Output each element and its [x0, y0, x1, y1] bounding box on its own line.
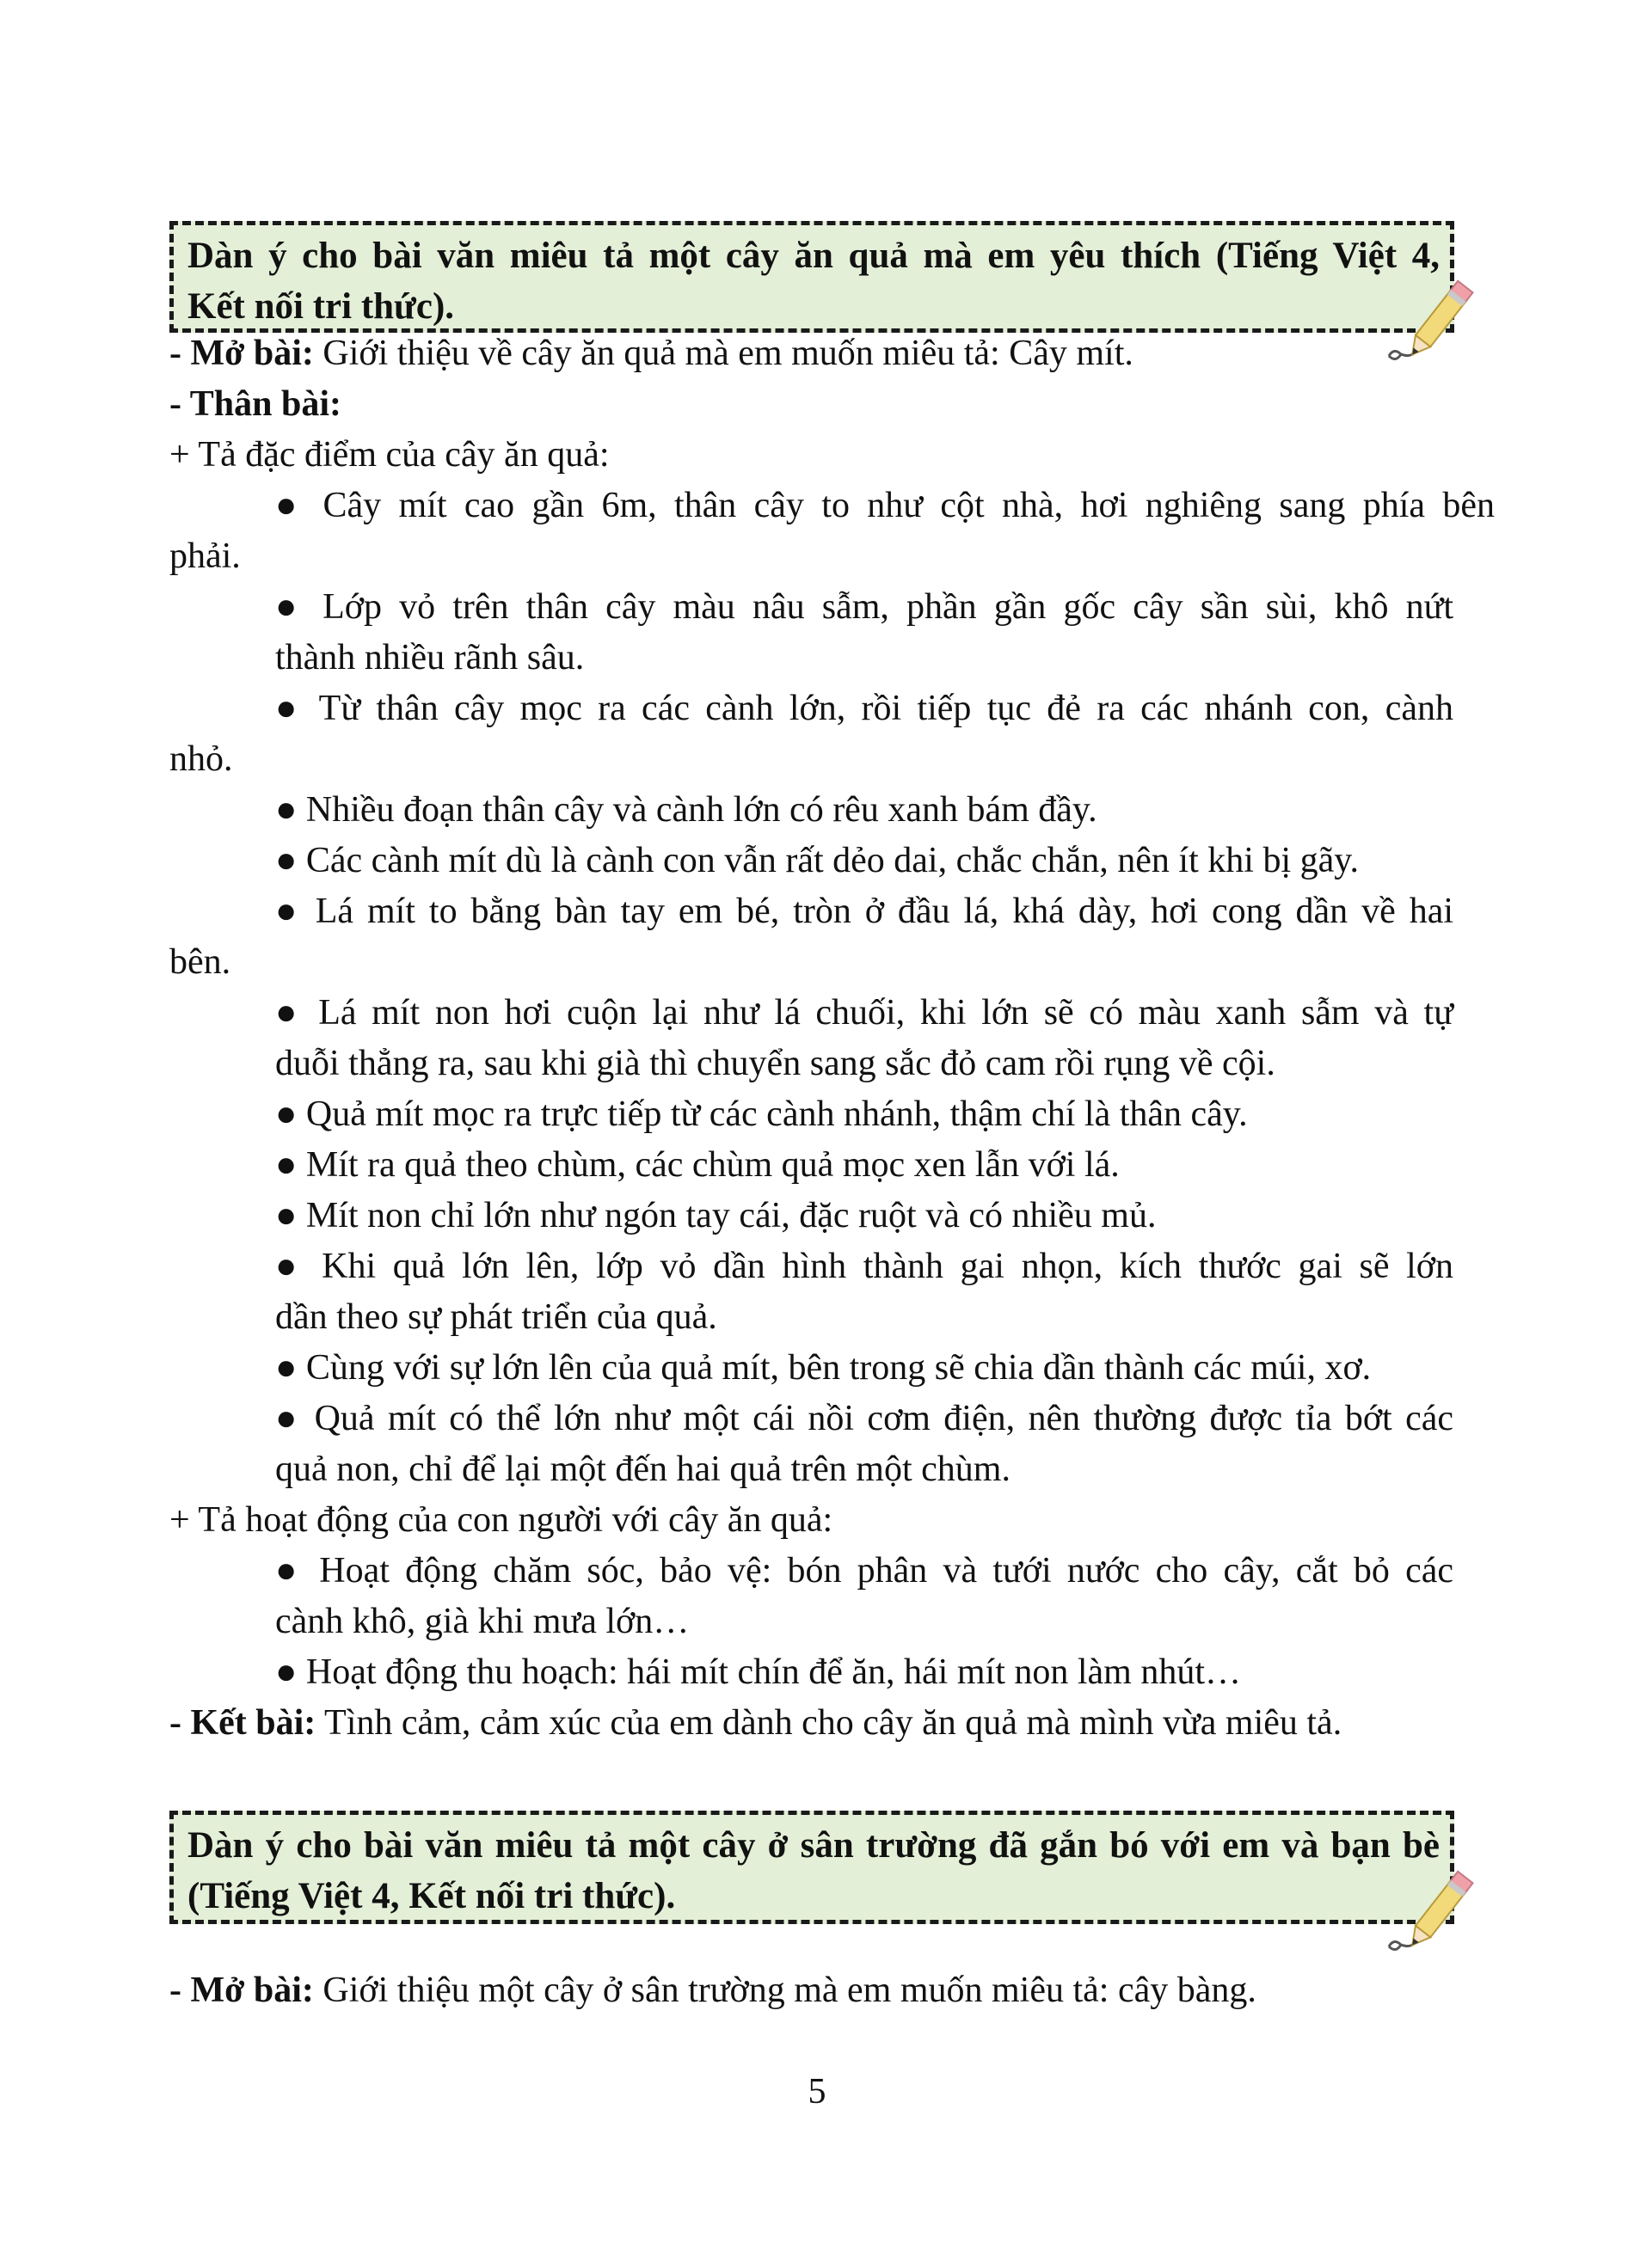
ket-bai-text: Tình cảm, cảm xúc của em dành cho cây ăn quả mà mình vừa miêu tả.: [316, 1703, 1342, 1743]
bullet-8: ● Quả mít mọc ra trực tiếp từ các cành nhánh, thậm chí là thân cây.: [275, 1094, 1248, 1134]
than-bai-line: [169, 379, 341, 430]
bullet-7-line2: duỗi thẳng ra, sau khi già thì chuyển sang sắc đỏ cam rồi rụng về cội.: [275, 1044, 1275, 1083]
section2-mo-bai-label: - Mở bài:: [169, 1971, 314, 2010]
bullet-11-line1: ● Khi quả lớn lên, lớp vỏ dần hình thành gai nhọn, kích thước gai sẽ lớn: [275, 1247, 1453, 1286]
bullet-2-line1: ● Lớp vỏ trên thân cây màu nâu sẫm, phần gần gốc cây sần sùi, khô nứt: [275, 587, 1453, 627]
section2-title-line1: Dàn ý cho bài văn miêu tả một cây ở sân trường đã gắn bó với em và bạn bè: [187, 1825, 1440, 1866]
pencil-icon: [1380, 277, 1492, 371]
hoat-dong-1-line1: ● Hoạt động chăm sóc, bảo vệ: bón phân và tưới nước cho cây, cắt bỏ các: [275, 1551, 1453, 1591]
than-bai-label: - Thân bài:: [169, 384, 341, 424]
mo-bai-text: Giới thiệu về cây ăn quả mà em muốn miêu tả: Cây mít.: [313, 334, 1133, 373]
bullet-13-line2: quả non, chỉ để lại một đến hai quả trên một chùm.: [275, 1450, 1010, 1489]
pencil-icon: [1380, 1867, 1492, 1962]
dac-diem-heading: + Tả đặc điểm của cây ăn quả:: [169, 435, 610, 475]
bullet-3-line1: ● Từ thân cây mọc ra các cành lớn, rồi tiếp tục đẻ ra các nhánh con, cành: [275, 689, 1453, 728]
ket-bai-line: [169, 1698, 1342, 1749]
bullet-4: ● Nhiều đoạn thân cây và cành lớn có rêu xanh bám đầy.: [275, 790, 1097, 830]
bullet-2-line2: thành nhiều rãnh sâu.: [275, 638, 585, 677]
hoat-dong-heading: + Tả hoạt động của con người với cây ăn quả:: [169, 1500, 833, 1540]
section2-title-line2: (Tiếng Việt 4, Kết nối tri thức).: [187, 1876, 676, 1916]
bullet-6-line2: bên.: [169, 942, 231, 982]
bullet-3-line2: nhỏ.: [169, 739, 233, 779]
bullet-12: ● Cùng với sự lớn lên của quả mít, bên trong sẽ chia dần thành các múi, xơ.: [275, 1348, 1372, 1388]
section1-title-box: [169, 221, 1454, 333]
bullet-1-line1: ● Cây mít cao gần 6m, thân cây to như cột nhà, hơi nghiêng sang phía bên: [275, 486, 1495, 525]
section1-title-line2: Kết nối tri thức).: [187, 286, 455, 327]
mo-bai-label: - Mở bài:: [169, 334, 314, 373]
bullet-1-line2: phải.: [169, 536, 241, 576]
section2-title-box: [169, 1811, 1454, 1924]
bullet-5: ● Các cành mít dù là cành con vẫn rất dẻo dai, chắc chắn, nên ít khi bị gãy.: [275, 841, 1360, 880]
section2-mo-bai-line: [169, 1965, 1256, 2016]
page-number: 5: [808, 2072, 826, 2112]
bullet-10: ● Mít non chỉ lớn như ngón tay cái, đặc ruột và có nhiều mủ.: [275, 1196, 1157, 1235]
bullet-6-line1: ● Lá mít to bằng bàn tay em bé, tròn ở đầu lá, khá dày, hơi cong dần về hai: [275, 892, 1453, 931]
hoat-dong-2: ● Hoạt động thu hoạch: hái mít chín để ăn, hái mít non làm nhút…: [275, 1652, 1242, 1692]
ket-bai-label: - Kết bài:: [169, 1703, 316, 1743]
bullet-7-line1: ● Lá mít non hơi cuộn lại như lá chuối, khi lớn sẽ có màu xanh sẫm và tự: [275, 993, 1453, 1033]
bullet-13-line1: ● Quả mít có thể lớn như một cái nồi cơm điện, nên thường được tỉa bớt các: [275, 1399, 1453, 1438]
bullet-9: ● Mít ra quả theo chùm, các chùm quả mọc xen lẫn với lá.: [275, 1145, 1120, 1185]
section1-title-line1: Dàn ý cho bài văn miêu tả một cây ăn quả mà em yêu thích (Tiếng Việt 4,: [187, 236, 1440, 276]
hoat-dong-1-line2: cành khô, già khi mưa lớn…: [275, 1602, 690, 1641]
mo-bai-line: [169, 328, 1133, 379]
section2-mo-bai-text: Giới thiệu một cây ở sân trường mà em muốn miêu tả: cây bàng.: [313, 1971, 1256, 2010]
bullet-11-line2: dần theo sự phát triển của quả.: [275, 1297, 717, 1337]
